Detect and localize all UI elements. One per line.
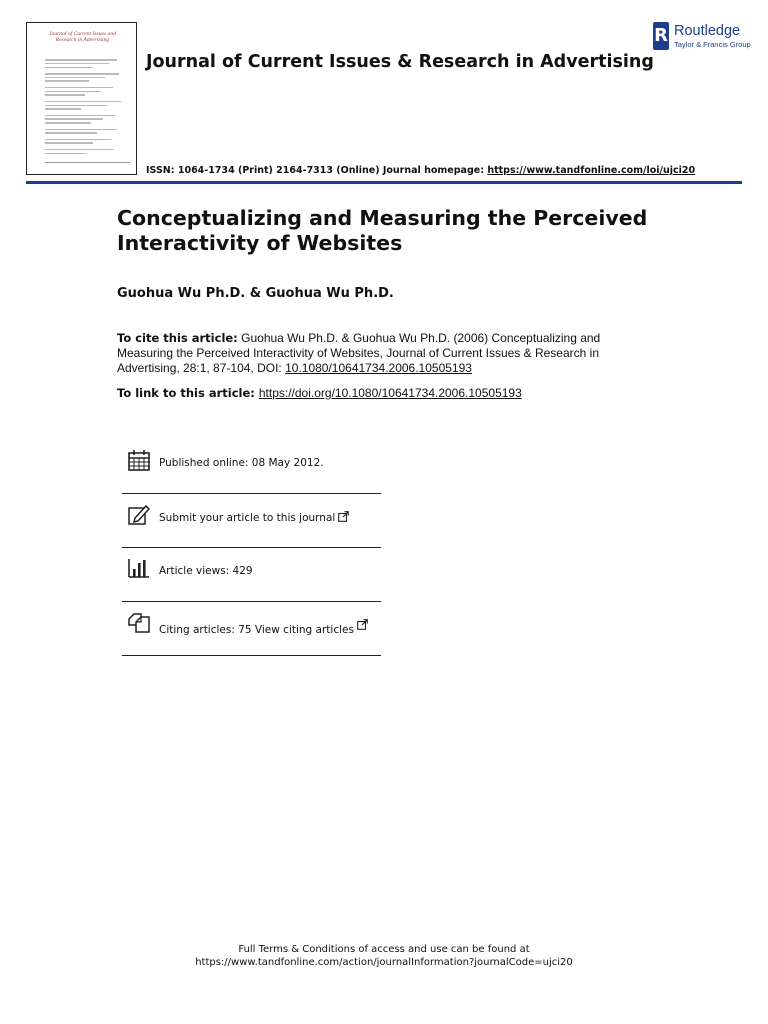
article-info-list — [122, 440, 381, 656]
journal-homepage-link[interactable]: https://www.tandfonline.com/loi/ujci20 — [487, 165, 696, 176]
cover-footer-line — [45, 162, 130, 163]
submit-article-link[interactable]: Submit your article to this journal — [159, 512, 336, 524]
article-title: Conceptualizing and Measuring the Perceived Interactivity of Websites — [117, 206, 648, 255]
cover-contents-lines — [45, 57, 125, 156]
info-citing[interactable] — [122, 602, 381, 656]
terms-line: Full Terms & Conditions of access and use can be found at — [238, 944, 530, 955]
publisher-name: Routledge — [674, 23, 741, 39]
cite-label: To cite this article: — [117, 331, 238, 345]
citing-articles-link[interactable]: Citing articles: 75 View citing articles — [159, 624, 354, 636]
header-divider — [26, 181, 742, 184]
journal-cover-thumbnail — [26, 22, 137, 175]
published-date: Published online: 08 May 2012. — [159, 457, 324, 469]
terms-footer — [0, 943, 768, 969]
article-link-line — [117, 386, 522, 401]
cite-doi-link[interactable]: 10.1080/10641734.2006.10505193 — [285, 360, 472, 375]
citing-documents-icon — [128, 611, 150, 633]
issn-text: ISSN: 1064-1734 (Print) 2164-7313 (Online) Journal homepage: — [146, 165, 488, 176]
bar-chart-icon — [128, 557, 150, 579]
terms-url-link[interactable]: https://www.tandfonline.com/action/journalInformation?journalCode=ujci20 — [195, 957, 573, 968]
cover-title: Journal of Current Issues and Research in Advertising — [49, 31, 116, 43]
info-views — [122, 548, 381, 602]
citation-block — [117, 331, 637, 375]
publisher-subtitle: Taylor & Francis Group — [674, 40, 751, 49]
calendar-icon — [128, 449, 150, 471]
article-doi-link[interactable]: https://doi.org/10.1080/10641734.2006.10505193 — [258, 386, 522, 400]
info-submit[interactable] — [122, 494, 381, 548]
journal-name: Journal of Current Issues & Research in Advertising — [146, 52, 654, 72]
external-link-icon — [338, 511, 349, 522]
routledge-r-icon: R — [653, 22, 669, 50]
issn-line — [146, 165, 695, 177]
external-link-icon — [357, 619, 368, 630]
edit-pencil-icon — [128, 503, 150, 525]
link-label: To link to this article: — [117, 386, 259, 400]
article-authors: Guohua Wu Ph.D. & Guohua Wu Ph.D. — [117, 286, 394, 301]
cite-text: Guohua Wu Ph.D. & Guohua Wu Ph.D. (2006) Conceptualizing and Measuring the Perceived Interactivity of Websites, Journal of Current Issues & Research in Advertising, 28:1, 87-104, DOI: — [117, 331, 601, 375]
article-views: Article views: 429 — [159, 565, 253, 577]
info-published — [122, 440, 381, 494]
